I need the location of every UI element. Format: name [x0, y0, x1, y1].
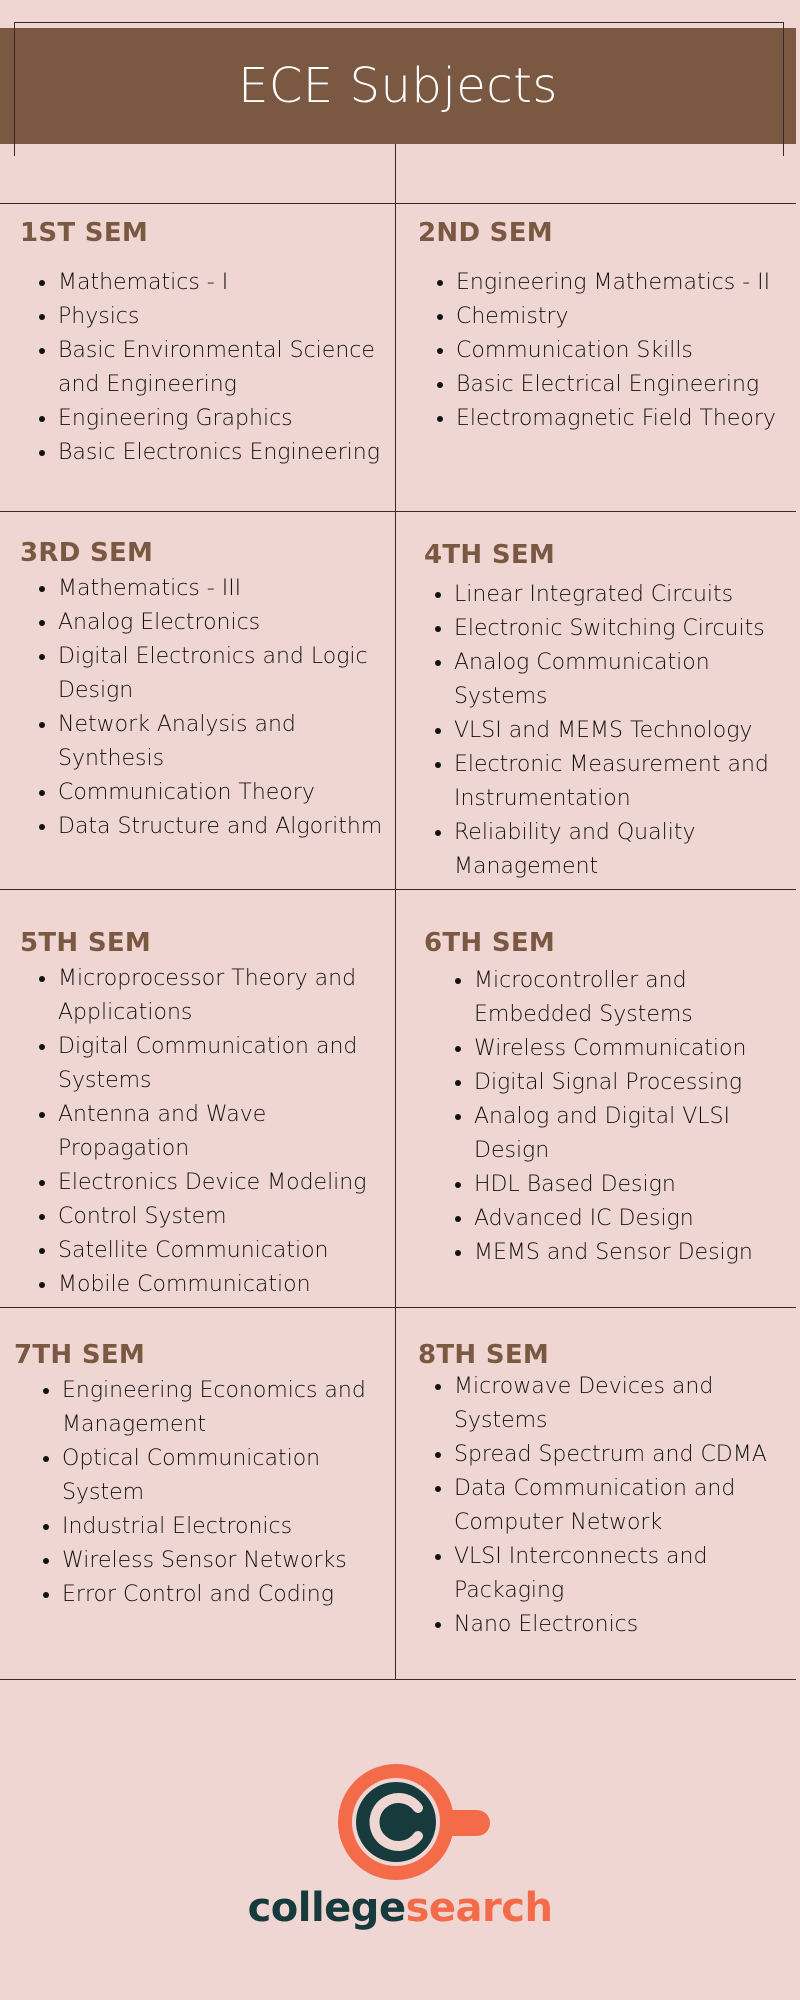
list-item: • Satellite Communication [58, 1234, 390, 1268]
logo-mark-icon [0, 1750, 800, 1890]
list-item: • Engineering Mathematics - II [456, 266, 798, 300]
list-item: • HDL Based Design [474, 1168, 794, 1202]
sem-2-section [418, 218, 798, 436]
sem-5-subject-list [20, 962, 390, 1302]
list-item: • VLSI Interconnects and Packaging [454, 1540, 796, 1608]
sem-3-subject-list [20, 572, 390, 844]
list-item: • Wireless Sensor Networks [62, 1544, 390, 1578]
list-item: • Control System [58, 1200, 390, 1234]
sem-8-subject-list [418, 1370, 796, 1642]
list-item: • Analog Communication Systems [454, 646, 794, 714]
sem-1-section [20, 218, 390, 470]
list-item: • Digital Communication and Systems [58, 1030, 390, 1098]
list-item: • Digital Signal Processing [474, 1066, 794, 1100]
list-item: • Engineering Graphics [58, 402, 390, 436]
sem-8-title: 8TH SEM [418, 1340, 550, 1370]
logo-wordmark [0, 1885, 800, 1931]
list-item: • Chemistry [456, 300, 798, 334]
list-item: • Wireless Communication [474, 1032, 794, 1066]
sem-4-title: 4TH SEM [424, 540, 556, 570]
row-divider-4 [0, 1307, 796, 1308]
sem-7-title: 7TH SEM [14, 1340, 146, 1370]
list-item: • Mobile Communication [58, 1268, 390, 1302]
list-item: • Nano Electronics [454, 1608, 796, 1642]
sem-5-section [20, 928, 390, 1302]
list-item: • Basic Electrical Engineering [456, 368, 798, 402]
list-item: • Electromagnetic Field Theory [456, 402, 798, 436]
list-item: • Microprocessor Theory and Applications [58, 962, 390, 1030]
list-item: • Analog Electronics [58, 606, 390, 640]
list-item: • Analog and Digital VLSI Design [474, 1100, 794, 1168]
row-divider-5 [0, 1679, 796, 1680]
sem-6-subject-list [424, 964, 794, 1270]
list-item: • Network Analysis and Synthesis [58, 708, 390, 776]
row-divider-2 [0, 511, 796, 512]
list-item: • Advanced IC Design [474, 1202, 794, 1236]
top-vertical-divider [395, 144, 396, 204]
logo-wordmark-college: college [247, 1885, 406, 1931]
list-item: • Basic Environmental Science and Engineering [58, 334, 390, 402]
list-item: • Optical Communication System [62, 1442, 390, 1510]
logo-wordmark-search: search [405, 1885, 553, 1931]
list-item: • Spread Spectrum and CDMA [454, 1438, 796, 1472]
list-item: • Error Control and Coding [62, 1578, 390, 1612]
list-item: • Electronic Measurement and Instrumentation [454, 748, 794, 816]
sem-4-section [424, 540, 794, 884]
list-item: • Physics [58, 300, 390, 334]
sem-3-title: 3RD SEM [20, 538, 154, 568]
row-divider-3 [0, 889, 796, 890]
list-item: • Microwave Devices and Systems [454, 1370, 796, 1438]
sem-7-subject-list [14, 1374, 390, 1612]
list-item: • MEMS and Sensor Design [474, 1236, 794, 1270]
list-item: • Antenna and Wave Propagation [58, 1098, 390, 1166]
sem-2-title: 2ND SEM [418, 218, 553, 248]
list-item: • Linear Integrated Circuits [454, 578, 794, 612]
sem-4-subject-list [424, 578, 794, 884]
sem-6-title: 6TH SEM [424, 928, 556, 958]
list-item: • Communication Skills [456, 334, 798, 368]
sem-7-section [14, 1340, 390, 1612]
sem-5-title: 5TH SEM [20, 928, 152, 958]
sem-8-section [418, 1340, 796, 1642]
list-item: • Electronics Device Modeling [58, 1166, 390, 1200]
sem-1-title: 1ST SEM [20, 218, 149, 248]
list-item: • Basic Electronics Engineering [58, 436, 390, 470]
list-item: • Mathematics - III [58, 572, 390, 606]
list-item: • Industrial Electronics [62, 1510, 390, 1544]
sem-1-subject-list [20, 266, 390, 470]
sem-6-section [424, 928, 794, 1270]
list-item: • Mathematics - I [58, 266, 390, 300]
list-item: • Data Communication and Computer Network [454, 1472, 796, 1540]
list-item: • Engineering Economics and Management [62, 1374, 390, 1442]
sem-2-subject-list [418, 266, 798, 436]
list-item: • Digital Electronics and Logic Design [58, 640, 390, 708]
page-title: ECE Subjects [238, 58, 558, 114]
list-item: • Data Structure and Algorithm [58, 810, 390, 844]
row-divider-1 [0, 203, 796, 204]
list-item: • Electronic Switching Circuits [454, 612, 794, 646]
list-item: • VLSI and MEMS Technology [454, 714, 794, 748]
list-item: • Communication Theory [58, 776, 390, 810]
list-item: • Reliability and Quality Management [454, 816, 794, 884]
column-divider [395, 203, 396, 1679]
sem-3-section [20, 538, 390, 844]
list-item: • Microcontroller and Embedded Systems [474, 964, 794, 1032]
